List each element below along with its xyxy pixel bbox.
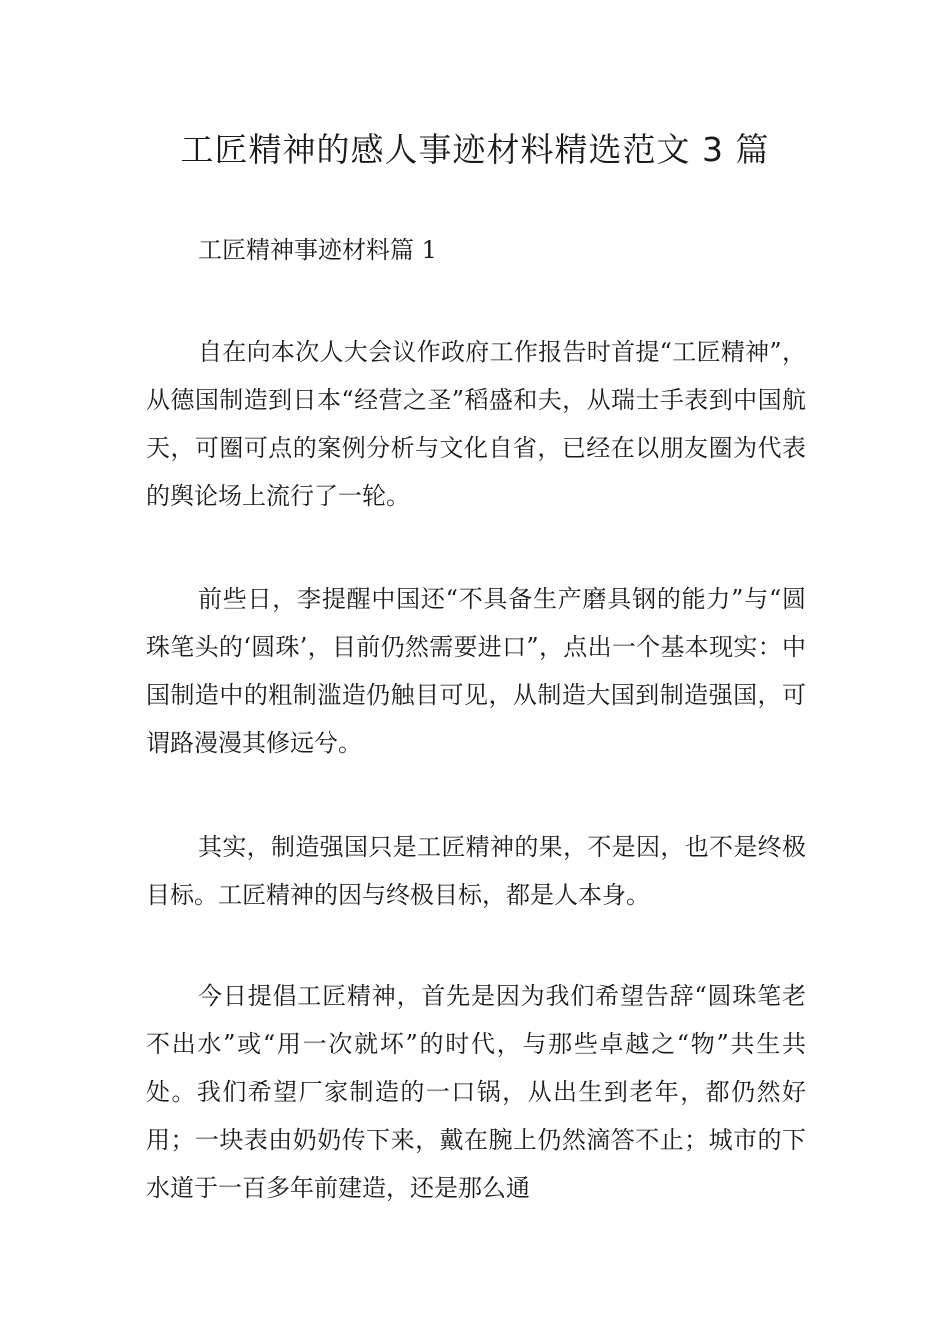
paragraph: 自在向本次人大会议作政府工作报告时首提“工匠精神”，从德国制造到日本“经营之圣”稻盛和夫，从瑞士手表到中国航天，可圈可点的案例分析与文化自省，已经在以朋友圈为代表的舆论场上流行了一轮。 [146,338,806,510]
paragraph: 今日提倡工匠精神，首先是因为我们希望告辞“圆珠笔老不出水”或“用一次就坏”的时代，与那些卓越之“物”共生共处。我们希望厂家制造的一口锅，从出生到老年，都仍然好用；一块表由奶奶传下来，戴在腕上仍然滴答不止；城市的下水道于一百多年前建造，还是那么通 [146,982,806,1202]
section-heading: 工匠精神事迹材料篇 1 [198,236,437,264]
paragraph: 其实，制造强国只是工匠精神的果，不是因，也不是终极目标。工匠精神的因与终极目标，都是人本身。 [146,833,806,909]
paragraph: 前些日，李提醒中国还“不具备生产磨具钢的能力”与“圆珠笔头的‘圆珠’，目前仍然需要进口”，点出一个基本现实：中国制造中的粗制滥造仍触目可见，从制造大国到制造强国，可谓路漫漫其修远兮。 [146,585,806,757]
document-title: 工匠精神的感人事迹材料精选范文 3 篇 [180,130,770,169]
